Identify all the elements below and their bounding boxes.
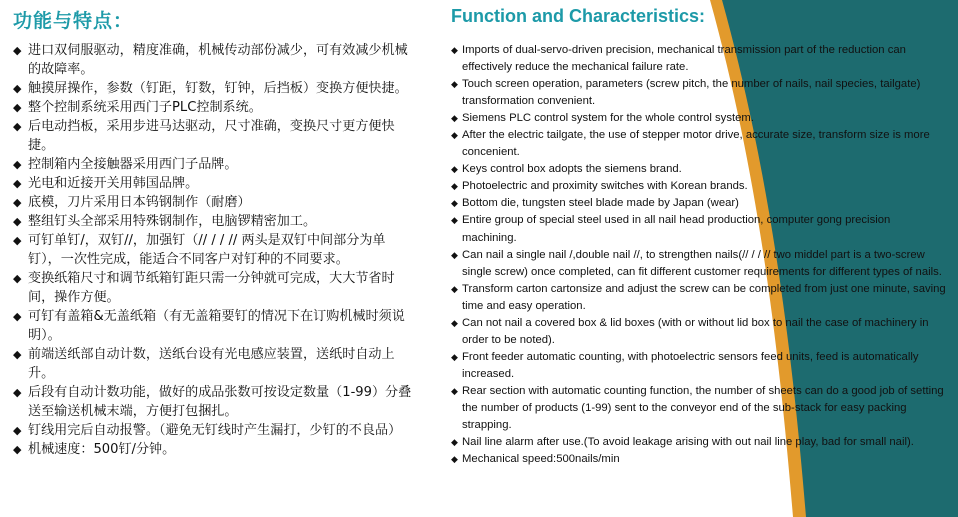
feature-cn-item: [13, 98, 413, 117]
features-list-chinese: [13, 41, 413, 459]
feature-cn-item-text: 后电动挡板，采用步进马达驱动，尺寸准确，变换尺寸更方便快捷。: [28, 119, 395, 153]
feature-cn-item-text: 整个控制系统采用西门子PLC控制系统。: [28, 100, 262, 115]
diamond-bullet-icon: ◆: [451, 385, 458, 396]
diamond-bullet-icon: ◆: [451, 164, 458, 175]
feature-cn-item: [13, 155, 413, 174]
feature-cn-item-text: 光电和近接开关用韩国品牌。: [28, 176, 199, 191]
feature-en-item-text: Siemens PLC control system for the whole control system.: [462, 112, 754, 125]
feature-cn-item-text: 可钉有盖箱&无盖纸箱（有无盖箱要钉的情况下在订购机械时须说明）。: [28, 309, 405, 343]
feature-en-item: [451, 315, 947, 349]
feature-cn-item: [13, 79, 413, 98]
feature-en-item: [451, 281, 947, 315]
diamond-bullet-icon: ◆: [451, 181, 458, 192]
feature-cn-item-text: 底模，刀片采用日本钨钢制作（耐磨）: [28, 195, 251, 210]
diamond-bullet-icon: ◆: [13, 215, 22, 228]
feature-cn-item: [13, 345, 413, 383]
feature-en-item: [451, 161, 947, 178]
feature-en-item: [451, 42, 947, 76]
feature-en-item: [451, 178, 947, 195]
feature-cn-item: [13, 41, 413, 79]
feature-cn-item-text: 控制箱内全接触器采用西门子品牌。: [28, 157, 238, 172]
feature-cn-item: [13, 174, 413, 193]
feature-cn-item-text: 触摸屏操作，参数（钉距，钉数，钉钟，后挡板）变换方便快捷。: [28, 81, 408, 96]
feature-cn-item-text: 机械速度：500钉/分钟。: [28, 442, 176, 457]
diamond-bullet-icon: ◆: [13, 443, 22, 456]
diamond-bullet-icon: ◆: [451, 351, 458, 362]
feature-en-item-text: Nail line alarm after use.(To avoid leakage arising with out nail line play, bad for small nail).: [462, 436, 914, 449]
feature-en-item-text: Transform carton cartonsize and adjust the screw can be completed from just one minute, saving time and easy operation.: [462, 282, 946, 312]
feature-en-item-text: Touch screen operation, parameters (screw pitch, the number of nails, nail species, tailgate) transformation convenient.: [462, 78, 921, 108]
diamond-bullet-icon: ◆: [13, 348, 22, 361]
diamond-bullet-icon: ◆: [13, 44, 22, 57]
diamond-bullet-icon: ◆: [451, 317, 458, 328]
diamond-bullet-icon: ◆: [13, 272, 22, 285]
feature-en-item: [451, 76, 947, 110]
feature-en-item-text: Rear section with automatic counting function, the number of sheets can do a good job of setting the number of products (1-99) sent to the conveyor end of the sub-stack for easy packing strapping.: [462, 384, 944, 432]
feature-cn-item-text: 整组钉头全部采用特殊钢制作，电脑锣精密加工。: [28, 214, 317, 229]
diamond-bullet-icon: ◆: [451, 249, 458, 260]
diamond-bullet-icon: ◆: [13, 177, 22, 190]
title-english: Function and Characteristics:: [451, 6, 706, 26]
feature-cn-item: [13, 383, 413, 421]
feature-en-item-text: Can not nail a covered box & lid boxes (with or without lid box to nail the case of machinery in order to be noted).: [462, 316, 929, 346]
feature-en-item: [451, 383, 947, 434]
feature-en-item: [451, 110, 947, 127]
feature-en-item: [451, 212, 947, 246]
feature-en-item: [451, 349, 947, 383]
diamond-bullet-icon: ◆: [13, 158, 22, 171]
feature-cn-item: [13, 212, 413, 231]
feature-en-item: [451, 247, 947, 281]
features-list-english: [451, 42, 947, 468]
feature-cn-item-text: 后段有自动计数功能，做好的成品张数可按设定数量（1-99）分叠送至输送机械末端，方便打包捆扎。: [28, 385, 412, 419]
diamond-bullet-icon: ◆: [13, 196, 22, 209]
diamond-bullet-icon: ◆: [13, 82, 22, 95]
feature-cn-item-text: 前端送纸部自动计数，送纸台设有光电感应装置，送纸时自动上升。: [28, 347, 395, 381]
feature-cn-item-text: 进口双伺服驱动，精度准确，机械传动部份减少，可有效减少机械的故障率。: [28, 43, 408, 77]
feature-cn-item: [13, 117, 413, 155]
feature-cn-item-text: 变换纸箱尺寸和调节纸箱钉距只需一分钟就可完成，大大节省时间，操作方便。: [28, 271, 395, 305]
feature-en-item-text: Mechanical speed:500nails/min: [462, 453, 620, 466]
feature-en-item: [451, 451, 947, 468]
feature-cn-item-text: 可钉单钉/，双钉//，加强钉（// / / // 两头是双钉中间部分为单钉），一次性完成，能适合不同客户对钉种的不同要求。: [28, 233, 386, 267]
feature-en-item-text: Front feeder automatic counting, with photoelectric sensors feed units, feed is automatically increased.: [462, 350, 919, 380]
feature-en-item-text: Photoelectric and proximity switches with Korean brands.: [462, 180, 748, 193]
diamond-bullet-icon: ◆: [451, 113, 458, 124]
diamond-bullet-icon: ◆: [13, 120, 22, 133]
feature-cn-item: [13, 231, 413, 269]
feature-cn-item: [13, 269, 413, 307]
diamond-bullet-icon: ◆: [451, 215, 458, 226]
feature-cn-item: [13, 307, 413, 345]
feature-cn-item: [13, 421, 413, 440]
feature-en-item-text: Keys control box adopts the siemens brand.: [462, 163, 682, 176]
title-chinese: 功能与特点：: [13, 10, 134, 32]
feature-en-item: [451, 127, 947, 161]
diamond-bullet-icon: ◆: [451, 130, 458, 141]
diamond-bullet-icon: ◆: [451, 437, 458, 448]
feature-en-item-text: Imports of dual-servo-driven precision, mechanical transmission part of the reduction can effectively reduce the mechanical failure rate.: [462, 44, 906, 74]
diamond-bullet-icon: ◆: [451, 283, 458, 294]
feature-en-item-text: Can nail a single nail /,double nail //, to strengthen nails(// / / // two middel part is a two-screw single screw) once completed, can fit different customer requirements for different types of nails.: [462, 248, 942, 278]
diamond-bullet-icon: ◆: [13, 310, 22, 323]
diamond-bullet-icon: ◆: [13, 234, 22, 247]
diamond-bullet-icon: ◆: [451, 454, 458, 465]
diamond-bullet-icon: ◆: [13, 424, 22, 437]
feature-cn-item-text: 钉线用完后自动报警。（避免无钉线时产生漏打，少钉的不良品）: [28, 423, 402, 438]
feature-en-item-text: Bottom die, tungsten steel blade made by Japan (wear): [462, 197, 739, 210]
diamond-bullet-icon: ◆: [451, 45, 458, 55]
feature-cn-item: [13, 193, 413, 212]
feature-en-item-text: After the electric tailgate, the use of stepper motor drive, accurate size, transform size is more concenient.: [462, 129, 930, 159]
diamond-bullet-icon: ◆: [451, 198, 458, 209]
diamond-bullet-icon: ◆: [13, 386, 22, 399]
feature-en-item: [451, 434, 947, 451]
feature-cn-item: [13, 440, 413, 459]
feature-en-item: [451, 195, 947, 212]
feature-en-item-text: Entire group of special steel used in all nail head production, computer gong precision machining.: [462, 214, 891, 244]
diamond-bullet-icon: ◆: [13, 101, 22, 114]
diamond-bullet-icon: ◆: [451, 79, 458, 90]
